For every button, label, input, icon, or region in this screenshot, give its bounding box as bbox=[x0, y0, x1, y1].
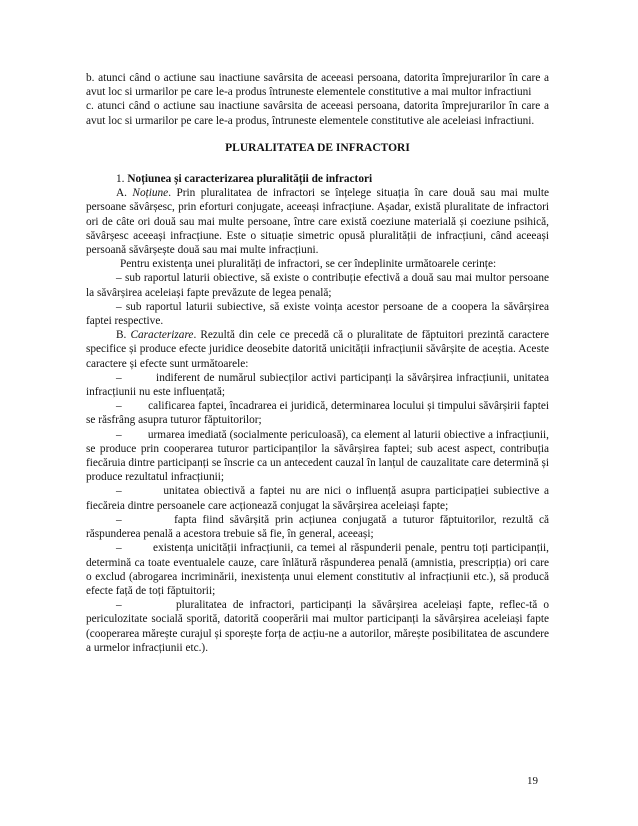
condition-subjective: – sub raportul laturii subiective, să existe voința acestor persoane de a coopera la săvârșirea faptei respective. bbox=[86, 300, 549, 328]
intro-paragraph-c: c. atunci când o actiune sau inactiune savârsita de aceeasi persoana, datorita împrejurarilor în care a avut loc si urmarilor pe care le-a produs, întruneste elementele constitutive ale aceleiasi infractiuni. bbox=[86, 100, 549, 127]
list-item: – existența unicității infracțiunii, ca temei al răspunderii penale, pentru toți participanții, determină ca toate eventualele cauze, care înlătură răspunderea penală (amnistia, prescripția) ori care o exclud (abrogarea incriminării, inexistența unui element constitutiv al infracțiunii etc.), să producă efecte față de toți făptuitorii; bbox=[86, 542, 549, 597]
section-heading: PLURALITATEA DE INFRACTORI bbox=[225, 141, 410, 154]
subsection-number: 1. bbox=[116, 173, 125, 186]
paragraph-a-text: . Prin pluralitatea de infractori se înțelege situația în care două sau mai multe persoane săvârșesc, prin eforturi conjugate, aceeași infracțiune. Așadar, există pluralitate de infractori ori de câte ori două sau mai multe persoane, între care există coeziune materială și coeziune psihică, săvârșesc aceeași infracțiune. Este o situație simetric opusă pluralității de infracțiuni, când aceeași persoană săvârșește două sau mai multe infracțiuni. bbox=[86, 187, 549, 257]
paragraph-b-label: B. bbox=[116, 329, 127, 342]
page-number: 19 bbox=[527, 775, 538, 787]
list-item: – unitatea obiectivă a faptei nu are nici o influență asupra participației subiective a fiecăreia dintre persoanele care acționează conjugat la săvârșirea aceleiași fapte; bbox=[86, 485, 549, 512]
condition-objective: – sub raportul laturii obiective, să existe o contribuție efectivă a două sau mai multor persoane la săvârșirea aceleiași fapte prevăzute de legea penală; bbox=[86, 272, 549, 299]
paragraph-a-label: A. bbox=[116, 187, 127, 200]
page-content bbox=[86, 71, 549, 655]
list-item: – indiferent de numărul subiecților activi participanți la săvârșirea infracțiunii, unitatea infracțiunii nu este influențată; bbox=[86, 371, 549, 399]
subsection-title-text: Noțiunea și caracterizarea pluralității de infractori bbox=[127, 173, 373, 186]
paragraph-b-term: Caracterizare bbox=[130, 329, 194, 342]
paragraph-a bbox=[86, 186, 549, 257]
list-item: – calificarea faptei, încadrarea ei juridică, determinarea locului și timpului săvârșirii faptei se răsfrâng asupra tuturor făptuitorilor; bbox=[86, 400, 549, 427]
paragraph-a-term: Noțiune bbox=[132, 187, 169, 200]
paragraph-b bbox=[86, 328, 549, 371]
conditions-intro: Pentru existența unei pluralități de infractori, se cer îndeplinite următoarele cerințe: bbox=[120, 258, 497, 271]
paragraph-b-text: . Rezultă din cele ce precedă că o pluralitate de făptuitori prezintă caractere specifice și produce efecte juridice deosebite datorită unicității infracțiunii săvârșite de aceștia. Aceste caractere și efecte sunt următoarele: bbox=[86, 329, 550, 370]
list-item: – pluralitatea de infractori, participanți la săvârșirea aceleiași fapte, reflec-tă o periculozitate socială sporită, datorită cooperării mai multor participanți la săvârșirea aceleiași fapte (cooperarea mărește curajul și sporește forța de acțiu-ne a autorilor, mărește posibilitatea de ascundere a urmelor infracțiunii etc.). bbox=[86, 599, 549, 654]
list-item: – urmarea imediată (socialmente periculoasă), ca element al laturii obiective a infracțiunii, se produce prin cooperarea tuturor participanților la săvârșirea faptei; sub acest aspect, contribuția fiecăruia dintre participanți se înscrie ca un antecedent cauzal în lanțul de cauzalitate care determină și produce rezultatul infracțiunii; bbox=[86, 428, 549, 484]
subsection-title bbox=[86, 172, 549, 186]
list-item: – fapta fiind săvârșită prin acțiunea conjugată a tuturor făptuitorilor, rezultă că răspunderea penală a acestora trebuie să fie, în general, aceeași; bbox=[86, 513, 549, 541]
intro-paragraph-b: b. atunci când o actiune sau inactiune savârsita de aceeasi persoana, datorita împrejurarilor în care a avut loc si urmarilor pe care le-a produs întruneste elementele constitutive a mai multor infractiuni bbox=[86, 72, 549, 99]
